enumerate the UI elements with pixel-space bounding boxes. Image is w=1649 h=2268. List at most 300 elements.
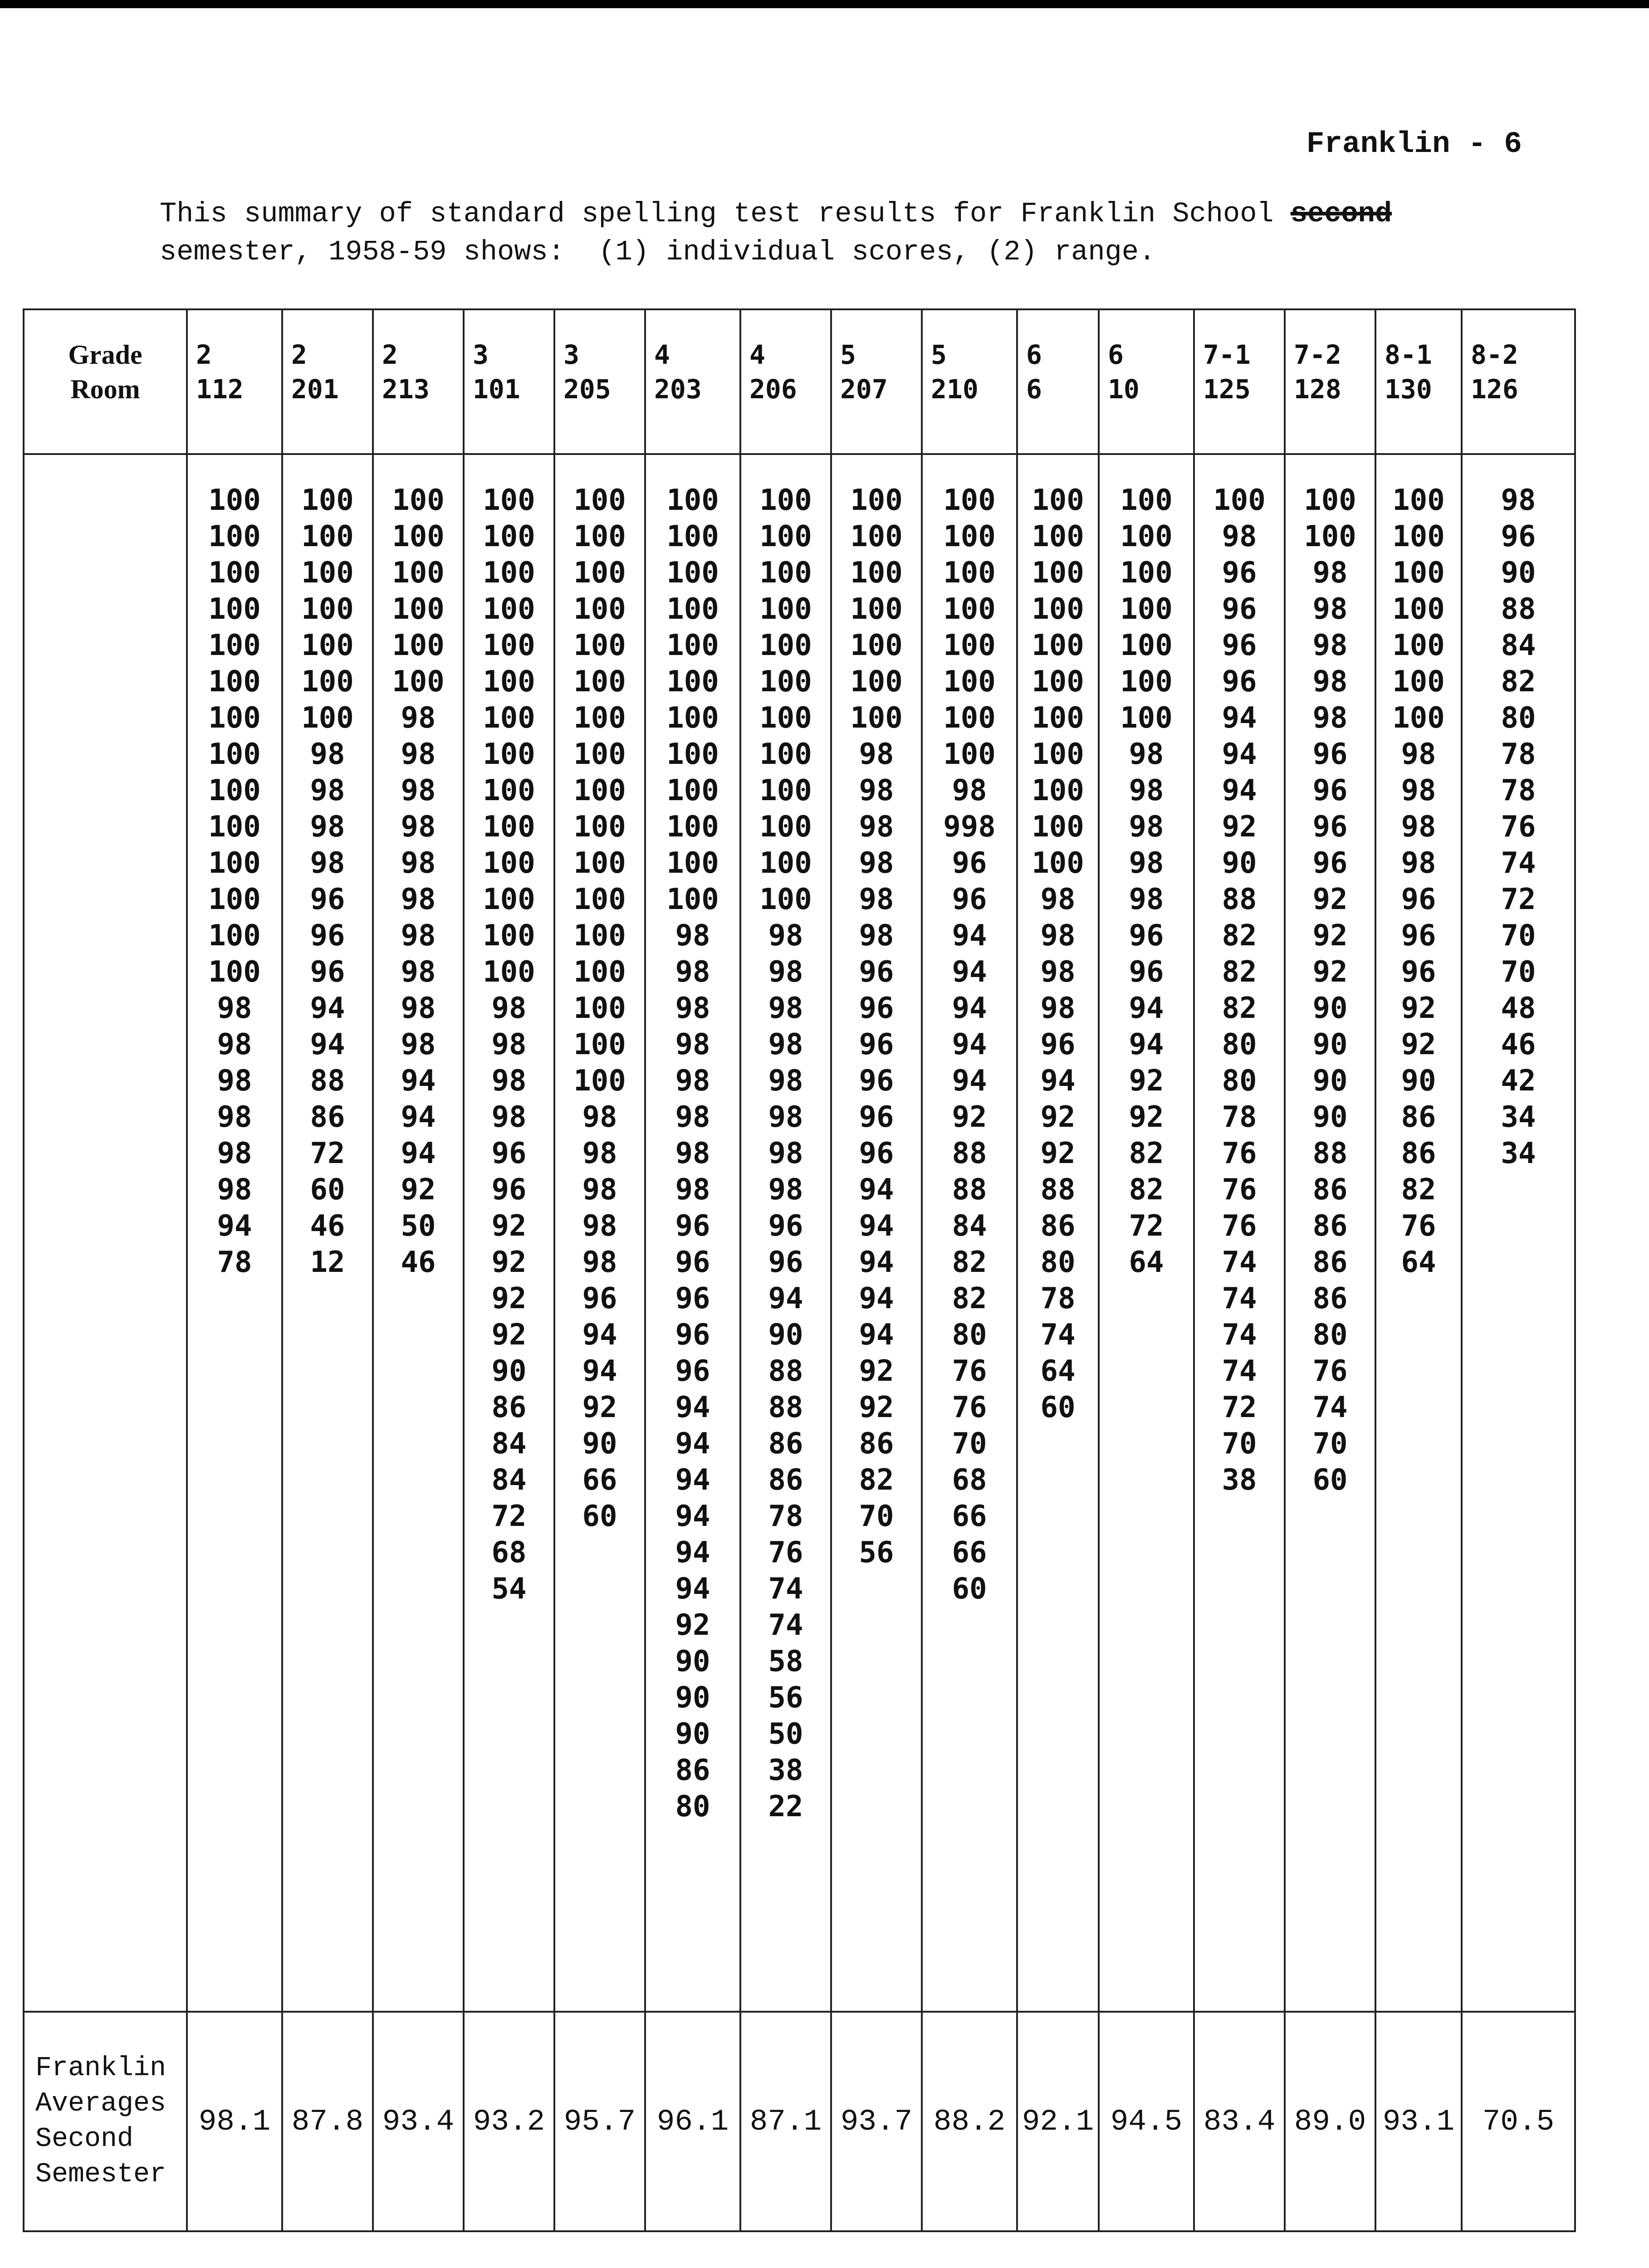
header-grade-room bbox=[24, 309, 187, 454]
score-value: 76 bbox=[952, 1391, 987, 1424]
score-value: 98 bbox=[675, 955, 710, 989]
score-value: 76 bbox=[1501, 810, 1536, 844]
score-value: 998 bbox=[943, 810, 996, 844]
score-value: 34 bbox=[1501, 1137, 1536, 1170]
score-value: 86 bbox=[768, 1463, 803, 1497]
score-value: 94 bbox=[952, 1028, 987, 1061]
score-value: 80 bbox=[1312, 1318, 1348, 1352]
column-grade: 3 bbox=[563, 339, 579, 370]
score-value: 100 bbox=[1392, 556, 1445, 590]
score-value: 98 bbox=[582, 1137, 617, 1170]
score-value: 100 bbox=[759, 810, 812, 844]
column-grade: 4 bbox=[654, 339, 670, 370]
score-value: 100 bbox=[573, 556, 626, 590]
score-value: 100 bbox=[1304, 484, 1356, 517]
intro-struck-word: second bbox=[1290, 198, 1392, 230]
score-column bbox=[282, 454, 373, 2012]
averages-label-line: Semester bbox=[35, 2159, 166, 2190]
column-room: 213 bbox=[382, 374, 430, 405]
average-value: 93.1 bbox=[1375, 2012, 1462, 2231]
score-column bbox=[1017, 454, 1099, 2012]
score-value: 100 bbox=[666, 592, 719, 626]
score-value: 84 bbox=[1501, 629, 1536, 662]
score-value: 100 bbox=[759, 701, 812, 735]
column-header bbox=[831, 309, 922, 454]
score-value: 98 bbox=[1040, 883, 1076, 916]
score-value: 98 bbox=[859, 883, 894, 916]
score-value: 94 bbox=[859, 1209, 894, 1243]
score-column bbox=[373, 454, 464, 2012]
score-value: 90 bbox=[1222, 846, 1257, 880]
averages-label-line: Franklin bbox=[35, 2053, 166, 2084]
score-value: 98 bbox=[217, 1173, 252, 1207]
score-value: 100 bbox=[573, 701, 626, 735]
score-value: 100 bbox=[392, 556, 445, 590]
score-value: 74 bbox=[768, 1608, 803, 1642]
score-value: 50 bbox=[401, 1209, 436, 1243]
score-value: 98 bbox=[217, 1137, 252, 1170]
score-value: 100 bbox=[483, 955, 535, 989]
score-value: 94 bbox=[675, 1536, 710, 1569]
score-value: 98 bbox=[217, 992, 252, 1025]
score-value: 66 bbox=[582, 1463, 617, 1497]
score-value: 100 bbox=[1032, 846, 1084, 880]
average-value: 87.1 bbox=[740, 2012, 831, 2231]
score-value: 96 bbox=[675, 1354, 710, 1388]
score-value: 94 bbox=[1040, 1064, 1076, 1098]
score-value: 100 bbox=[943, 484, 996, 517]
score-value: 98 bbox=[491, 1028, 527, 1061]
column-header bbox=[464, 309, 554, 454]
score-value: 74 bbox=[1222, 1354, 1257, 1388]
score-value: 88 bbox=[952, 1173, 987, 1207]
score-value: 100 bbox=[666, 701, 719, 735]
score-value: 86 bbox=[675, 1754, 710, 1787]
score-value: 100 bbox=[1120, 701, 1173, 735]
score-value: 100 bbox=[759, 484, 812, 517]
score-value: 96 bbox=[1129, 955, 1164, 989]
score-value: 100 bbox=[573, 883, 626, 916]
score-value: 100 bbox=[483, 774, 535, 807]
score-value: 92 bbox=[1401, 1028, 1436, 1061]
score-value: 100 bbox=[392, 592, 445, 626]
score-value: 82 bbox=[952, 1246, 987, 1279]
score-value: 98 bbox=[1222, 520, 1257, 553]
column-room: 101 bbox=[473, 374, 520, 405]
score-list bbox=[646, 455, 739, 1825]
column-grade: 5 bbox=[931, 339, 947, 370]
column-grade: 7-2 bbox=[1294, 339, 1341, 370]
score-value: 88 bbox=[310, 1064, 345, 1098]
score-value: 98 bbox=[582, 1209, 617, 1243]
score-value: 96 bbox=[310, 883, 345, 916]
score-column bbox=[464, 454, 554, 2012]
score-value: 98 bbox=[768, 1173, 803, 1207]
score-value: 98 bbox=[859, 738, 894, 771]
score-value: 100 bbox=[1032, 520, 1084, 553]
score-value: 96 bbox=[582, 1282, 617, 1315]
score-value: 90 bbox=[768, 1318, 803, 1352]
score-value: 100 bbox=[392, 520, 445, 553]
score-value: 86 bbox=[310, 1100, 345, 1134]
score-value: 100 bbox=[1213, 484, 1266, 517]
score-value: 98 bbox=[675, 919, 710, 953]
score-column bbox=[554, 454, 645, 2012]
score-value: 100 bbox=[1392, 629, 1445, 662]
score-value: 94 bbox=[675, 1500, 710, 1533]
column-header bbox=[554, 309, 645, 454]
score-value: 100 bbox=[392, 484, 445, 517]
column-room: 205 bbox=[563, 374, 611, 405]
column-room: 210 bbox=[931, 374, 979, 405]
score-value: 96 bbox=[1401, 919, 1436, 953]
score-value: 82 bbox=[1222, 919, 1257, 953]
column-grade: 6 bbox=[1026, 339, 1042, 370]
score-value: 12 bbox=[310, 1246, 345, 1279]
column-header bbox=[373, 309, 464, 454]
score-column bbox=[1375, 454, 1462, 2012]
score-value: 88 bbox=[768, 1391, 803, 1424]
score-value: 100 bbox=[1032, 738, 1084, 771]
score-value: 82 bbox=[1222, 955, 1257, 989]
average-value: 70.5 bbox=[1462, 2012, 1575, 2231]
score-value: 98 bbox=[401, 919, 436, 953]
score-value: 96 bbox=[768, 1209, 803, 1243]
score-value: 54 bbox=[491, 1572, 527, 1606]
score-value: 70 bbox=[1501, 919, 1536, 953]
score-value: 100 bbox=[208, 629, 261, 662]
score-value: 70 bbox=[859, 1500, 894, 1533]
score-value: 100 bbox=[1032, 556, 1084, 590]
averages-label-line: Second bbox=[35, 2124, 134, 2155]
score-value: 70 bbox=[1222, 1427, 1257, 1461]
score-column bbox=[922, 454, 1017, 2012]
column-header bbox=[1285, 309, 1375, 454]
score-value: 100 bbox=[1392, 701, 1445, 735]
score-value: 100 bbox=[573, 665, 626, 699]
score-value: 98 bbox=[1129, 846, 1164, 880]
score-value: 100 bbox=[1392, 592, 1445, 626]
score-value: 100 bbox=[1120, 665, 1173, 699]
score-value: 90 bbox=[491, 1354, 527, 1388]
score-value: 100 bbox=[208, 774, 261, 807]
score-value: 98 bbox=[310, 774, 345, 807]
score-value: 98 bbox=[1040, 992, 1076, 1025]
averages-row bbox=[24, 2012, 1575, 2231]
score-value: 94 bbox=[401, 1137, 436, 1170]
column-room: 125 bbox=[1203, 374, 1251, 405]
score-value: 98 bbox=[675, 1173, 710, 1207]
score-value: 86 bbox=[1312, 1282, 1348, 1315]
score-value: 34 bbox=[1501, 1100, 1536, 1134]
score-value: 100 bbox=[1032, 810, 1084, 844]
average-value: 93.4 bbox=[373, 2012, 464, 2231]
score-value: 100 bbox=[1120, 629, 1173, 662]
score-value: 88 bbox=[952, 1137, 987, 1170]
score-list bbox=[1100, 455, 1193, 1281]
score-value: 100 bbox=[573, 919, 626, 953]
score-value: 100 bbox=[1392, 484, 1445, 517]
column-header bbox=[187, 309, 282, 454]
score-list bbox=[832, 455, 921, 1571]
score-value: 98 bbox=[401, 1028, 436, 1061]
score-value: 100 bbox=[1032, 592, 1084, 626]
score-value: 100 bbox=[573, 520, 626, 553]
score-value: 100 bbox=[1032, 774, 1084, 807]
score-value: 66 bbox=[952, 1500, 987, 1533]
score-value: 100 bbox=[483, 846, 535, 880]
score-list bbox=[465, 455, 553, 1607]
score-value: 96 bbox=[1222, 556, 1257, 590]
score-value: 60 bbox=[1312, 1463, 1348, 1497]
score-value: 100 bbox=[208, 810, 261, 844]
score-value: 100 bbox=[392, 665, 445, 699]
column-room: 112 bbox=[196, 374, 244, 405]
score-value: 100 bbox=[573, 592, 626, 626]
score-value: 94 bbox=[859, 1318, 894, 1352]
score-list bbox=[555, 455, 644, 1535]
intro-paragraph bbox=[160, 195, 1498, 271]
score-column bbox=[645, 454, 740, 2012]
average-value: 94.5 bbox=[1099, 2012, 1194, 2231]
score-value: 100 bbox=[943, 701, 996, 735]
score-value: 96 bbox=[310, 919, 345, 953]
score-value: 98 bbox=[1129, 774, 1164, 807]
score-value: 98 bbox=[491, 1064, 527, 1098]
score-value: 100 bbox=[759, 846, 812, 880]
score-value: 96 bbox=[1040, 1028, 1076, 1061]
score-value: 72 bbox=[1222, 1391, 1257, 1424]
score-value: 100 bbox=[666, 883, 719, 916]
score-value: 94 bbox=[401, 1064, 436, 1098]
column-room: 130 bbox=[1385, 374, 1432, 405]
score-value: 100 bbox=[483, 520, 535, 553]
score-value: 98 bbox=[1401, 738, 1436, 771]
score-value: 100 bbox=[759, 629, 812, 662]
score-value: 46 bbox=[401, 1246, 436, 1279]
score-value: 94 bbox=[217, 1209, 252, 1243]
column-header bbox=[1099, 309, 1194, 454]
score-value: 100 bbox=[1120, 484, 1173, 517]
page-label: Franklin - 6 bbox=[1306, 127, 1522, 161]
score-value: 78 bbox=[1501, 738, 1536, 771]
score-value: 88 bbox=[1312, 1137, 1348, 1170]
score-value: 100 bbox=[1120, 556, 1173, 590]
score-value: 96 bbox=[859, 1100, 894, 1134]
score-value: 100 bbox=[850, 665, 903, 699]
column-header bbox=[740, 309, 831, 454]
average-value: 88.2 bbox=[922, 2012, 1017, 2231]
score-value: 98 bbox=[1312, 701, 1348, 735]
score-value: 100 bbox=[208, 592, 261, 626]
score-value: 92 bbox=[1129, 1100, 1164, 1134]
score-value: 100 bbox=[850, 520, 903, 553]
score-value: 94 bbox=[952, 992, 987, 1025]
score-value: 94 bbox=[310, 1028, 345, 1061]
score-value: 100 bbox=[208, 955, 261, 989]
average-value: 93.7 bbox=[831, 2012, 922, 2231]
score-value: 98 bbox=[310, 738, 345, 771]
score-value: 64 bbox=[1401, 1246, 1436, 1279]
intro-line-2: semester, 1958-59 shows: (1) individual scores, (2) range. bbox=[160, 236, 1156, 268]
score-value: 94 bbox=[952, 919, 987, 953]
score-value: 66 bbox=[952, 1536, 987, 1569]
score-value: 96 bbox=[1222, 592, 1257, 626]
score-value: 98 bbox=[1312, 629, 1348, 662]
score-value: 86 bbox=[859, 1427, 894, 1461]
score-value: 98 bbox=[675, 1028, 710, 1061]
score-value: 96 bbox=[675, 1246, 710, 1279]
score-value: 82 bbox=[1129, 1173, 1164, 1207]
score-value: 98 bbox=[1401, 846, 1436, 880]
score-value: 98 bbox=[1129, 738, 1164, 771]
score-value: 74 bbox=[1040, 1318, 1076, 1352]
score-value: 70 bbox=[952, 1427, 987, 1461]
score-value: 90 bbox=[1312, 1028, 1348, 1061]
score-value: 94 bbox=[1222, 738, 1257, 771]
score-value: 100 bbox=[666, 629, 719, 662]
score-value: 100 bbox=[759, 883, 812, 916]
score-value: 98 bbox=[952, 774, 987, 807]
score-value: 80 bbox=[1222, 1064, 1257, 1098]
score-value: 100 bbox=[759, 520, 812, 553]
score-value: 86 bbox=[1312, 1246, 1348, 1279]
column-header bbox=[1017, 309, 1099, 454]
score-value: 94 bbox=[768, 1282, 803, 1315]
score-value: 98 bbox=[768, 1137, 803, 1170]
score-value: 100 bbox=[759, 592, 812, 626]
score-value: 98 bbox=[675, 1064, 710, 1098]
score-value: 98 bbox=[768, 992, 803, 1025]
score-value: 98 bbox=[310, 846, 345, 880]
score-value: 98 bbox=[675, 992, 710, 1025]
column-header bbox=[645, 309, 740, 454]
score-value: 100 bbox=[573, 955, 626, 989]
score-value: 100 bbox=[483, 484, 535, 517]
score-value: 100 bbox=[1120, 592, 1173, 626]
score-value: 74 bbox=[1312, 1391, 1348, 1424]
column-grade: 8-2 bbox=[1471, 339, 1518, 370]
average-value: 87.8 bbox=[282, 2012, 373, 2231]
score-value: 100 bbox=[943, 556, 996, 590]
score-list bbox=[1463, 455, 1574, 1172]
score-value: 100 bbox=[943, 665, 996, 699]
column-room: 201 bbox=[291, 374, 339, 405]
score-value: 100 bbox=[208, 883, 261, 916]
score-value: 70 bbox=[1501, 955, 1536, 989]
score-value: 72 bbox=[1501, 883, 1536, 916]
score-value: 48 bbox=[1501, 992, 1536, 1025]
score-value: 100 bbox=[759, 556, 812, 590]
column-header bbox=[1462, 309, 1575, 454]
score-value: 100 bbox=[483, 738, 535, 771]
score-value: 92 bbox=[491, 1318, 527, 1352]
score-value: 80 bbox=[1222, 1028, 1257, 1061]
score-value: 98 bbox=[1129, 883, 1164, 916]
score-value: 78 bbox=[217, 1246, 252, 1279]
score-value: 86 bbox=[491, 1391, 527, 1424]
score-value: 100 bbox=[301, 592, 354, 626]
score-value: 96 bbox=[1312, 774, 1348, 807]
score-value: 94 bbox=[1222, 701, 1257, 735]
score-value: 86 bbox=[768, 1427, 803, 1461]
intro-line-1-text: This summary of standard spelling test results for Franklin School bbox=[160, 198, 1291, 230]
score-value: 100 bbox=[1032, 484, 1084, 517]
score-value: 92 bbox=[859, 1391, 894, 1424]
score-value: 92 bbox=[1312, 883, 1348, 916]
score-value: 94 bbox=[1129, 992, 1164, 1025]
score-list bbox=[741, 455, 830, 1825]
score-value: 74 bbox=[768, 1572, 803, 1606]
score-value: 84 bbox=[952, 1209, 987, 1243]
score-value: 98 bbox=[675, 1137, 710, 1170]
score-value: 90 bbox=[1501, 556, 1536, 590]
score-value: 100 bbox=[483, 556, 535, 590]
score-value: 96 bbox=[859, 992, 894, 1025]
column-grade: 8-1 bbox=[1385, 339, 1432, 370]
score-value: 38 bbox=[1222, 1463, 1257, 1497]
score-value: 92 bbox=[1040, 1137, 1076, 1170]
score-value: 100 bbox=[208, 738, 261, 771]
score-value: 100 bbox=[573, 1064, 626, 1098]
score-value: 100 bbox=[301, 556, 354, 590]
column-room: 128 bbox=[1294, 374, 1341, 405]
score-value: 100 bbox=[943, 592, 996, 626]
score-value: 96 bbox=[859, 1064, 894, 1098]
score-value: 92 bbox=[491, 1282, 527, 1315]
score-value: 88 bbox=[1040, 1173, 1076, 1207]
score-value: 64 bbox=[1129, 1246, 1164, 1279]
score-value: 94 bbox=[1222, 774, 1257, 807]
score-value: 100 bbox=[666, 556, 719, 590]
score-value: 100 bbox=[666, 520, 719, 553]
score-value: 94 bbox=[310, 992, 345, 1025]
score-value: 94 bbox=[401, 1100, 436, 1134]
score-value: 98 bbox=[310, 810, 345, 844]
score-list bbox=[1286, 455, 1375, 1498]
score-value: 100 bbox=[483, 592, 535, 626]
score-value: 100 bbox=[573, 629, 626, 662]
score-value: 100 bbox=[1120, 520, 1173, 553]
score-list bbox=[188, 455, 281, 1281]
score-value: 100 bbox=[943, 738, 996, 771]
score-column bbox=[1462, 454, 1575, 2012]
score-value: 98 bbox=[859, 919, 894, 953]
score-value: 74 bbox=[1222, 1282, 1257, 1315]
score-value: 100 bbox=[943, 520, 996, 553]
score-value: 70 bbox=[1312, 1427, 1348, 1461]
score-value: 100 bbox=[850, 629, 903, 662]
score-value: 100 bbox=[759, 665, 812, 699]
score-value: 92 bbox=[491, 1209, 527, 1243]
column-header bbox=[1194, 309, 1285, 454]
column-room: 207 bbox=[840, 374, 888, 405]
score-value: 100 bbox=[850, 592, 903, 626]
score-value: 94 bbox=[859, 1173, 894, 1207]
score-value: 90 bbox=[1401, 1064, 1436, 1098]
intro-line-1 bbox=[160, 195, 1498, 233]
score-column bbox=[1099, 454, 1194, 2012]
score-value: 100 bbox=[483, 919, 535, 953]
score-value: 58 bbox=[768, 1645, 803, 1678]
score-value: 96 bbox=[491, 1173, 527, 1207]
score-value: 92 bbox=[1040, 1100, 1076, 1134]
score-value: 100 bbox=[483, 810, 535, 844]
score-value: 94 bbox=[675, 1391, 710, 1424]
score-value: 56 bbox=[859, 1536, 894, 1569]
score-value: 76 bbox=[1401, 1209, 1436, 1243]
score-value: 96 bbox=[859, 955, 894, 989]
